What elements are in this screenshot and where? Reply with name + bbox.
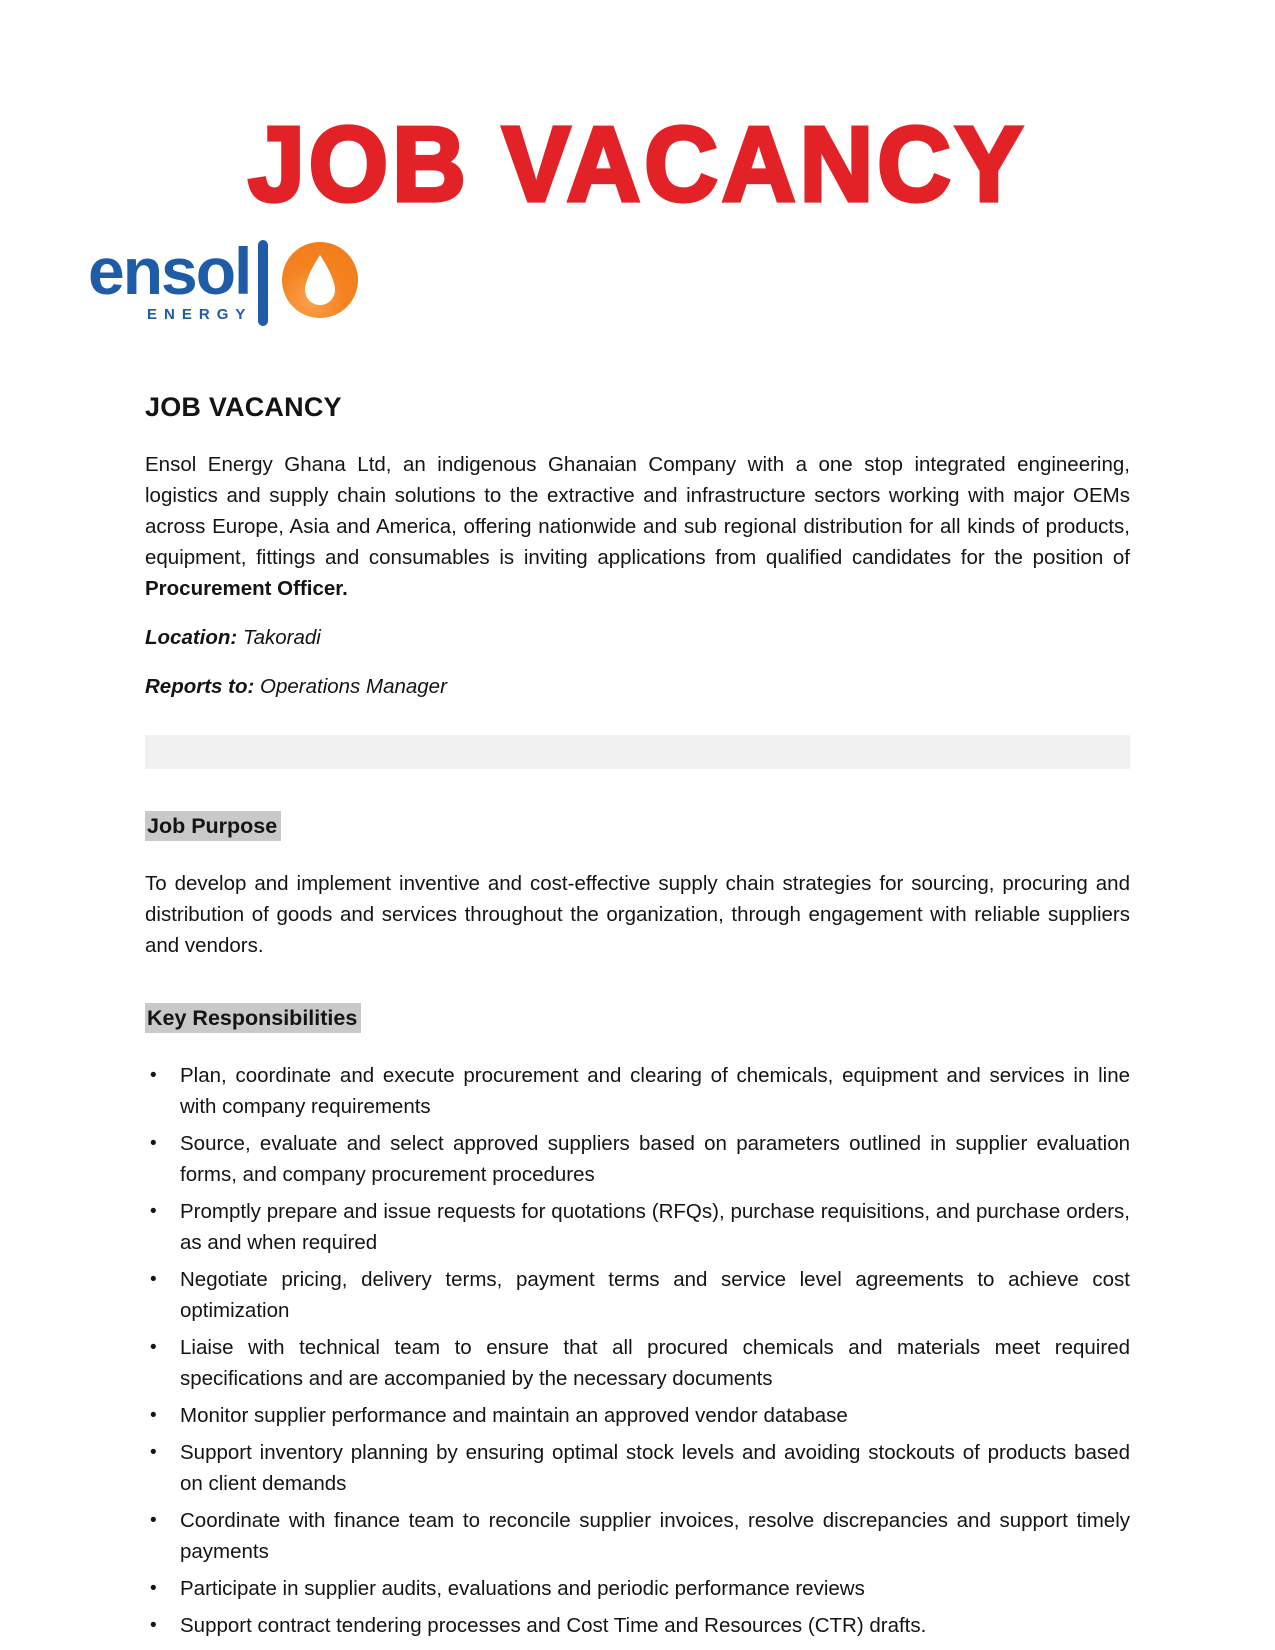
bullet-icon: • [150, 1201, 157, 1223]
bullet-icon: • [150, 1133, 157, 1155]
key-responsibilities-heading: Key Responsibilities [145, 1003, 361, 1033]
location-row [145, 622, 1130, 653]
logo-wordmark: ensol [88, 234, 251, 309]
reports-to-value: Operations Manager [260, 675, 447, 699]
bullet-icon: • [150, 1065, 157, 1087]
list-item [145, 1505, 1130, 1567]
list-item-text: Coordinate with finance team to reconcile supplier invoices, resolve discrepancies and support timely payments [180, 1509, 1130, 1564]
list-item-text: Promptly prepare and issue requests for quotations (RFQs), purchase requisitions, and purchase orders, as and when required [180, 1200, 1130, 1255]
banner-title: JOB VACANCY [248, 104, 1027, 224]
list-item-text: Source, evaluate and select approved suppliers based on parameters outlined in supplier evaluation forms, and company procurement procedures [180, 1132, 1130, 1187]
intro-position-bold: Procurement Officer. [145, 577, 348, 601]
intro-paragraph [145, 449, 1130, 604]
logo-text-block [88, 234, 253, 324]
list-item [145, 1264, 1130, 1326]
document-body [0, 392, 1275, 1641]
list-item [145, 1196, 1130, 1258]
page-title: JOB VACANCY [145, 392, 342, 423]
list-item [145, 1437, 1130, 1499]
list-item-text: Plan, coordinate and execute procurement and clearing of chemicals, equipment and services in line with company requirements [180, 1064, 1130, 1119]
list-item [145, 1128, 1130, 1190]
bullet-icon: • [150, 1510, 157, 1532]
list-item [145, 1573, 1130, 1604]
logo-droplet-icon [282, 242, 358, 318]
logo-divider-bar [258, 240, 268, 326]
list-item-text: Participate in supplier audits, evaluations and periodic performance reviews [180, 1577, 865, 1601]
list-item-text: Support inventory planning by ensuring optimal stock levels and avoiding stockouts of products based on client demands [180, 1441, 1130, 1496]
bullet-icon: • [150, 1337, 157, 1359]
key-responsibilities-section [145, 1003, 1130, 1641]
job-purpose-section [145, 811, 1130, 961]
job-purpose-heading: Job Purpose [145, 811, 281, 841]
list-item-text: Liaise with technical team to ensure that all procured chemicals and materials meet required specifications and are accompanied by the necessary documents [180, 1336, 1130, 1391]
company-logo [88, 234, 1275, 330]
list-item [145, 1610, 1130, 1641]
bullet-icon: • [150, 1578, 157, 1600]
bullet-icon: • [150, 1405, 157, 1427]
list-item [145, 1332, 1130, 1394]
list-item [145, 1400, 1130, 1431]
reports-to-label: Reports to: [145, 675, 255, 699]
list-item-text: Negotiate pricing, delivery terms, payment terms and service level agreements to achieve cost optimization [180, 1268, 1130, 1323]
shaded-divider-band [145, 735, 1130, 769]
bullet-icon: • [150, 1269, 157, 1291]
bullet-icon: • [150, 1615, 157, 1637]
list-item-text: Monitor supplier performance and maintain an approved vendor database [180, 1404, 848, 1428]
list-item-text: Support contract tendering processes and Cost Time and Resources (CTR) drafts. [180, 1614, 927, 1638]
job-purpose-body: To develop and implement inventive and cost-effective supply chain strategies for sourcing, procuring and distribution of goods and services throughout the organization, through engagement with reliable suppliers and vendors. [145, 872, 1130, 958]
reports-to-row [145, 671, 1130, 702]
responsibilities-list [145, 1060, 1130, 1641]
list-item [145, 1060, 1130, 1122]
location-label: Location: [145, 626, 238, 650]
logo-subtitle: ENERGY [147, 306, 253, 324]
intro-text: Ensol Energy Ghana Ltd, an indigenous Ghanaian Company with a one stop integrated engineering, logistics and supply chain solutions to the extractive and infrastructure sectors working with major OEMs across Europe, Asia and America, offering nationwide and sub regional distribution for all kinds of products, equipment, fittings and consumables is inviting applications from qualified candidates for the position of [145, 453, 1130, 570]
bullet-icon: • [150, 1442, 157, 1464]
location-value: Takoradi [242, 626, 321, 650]
